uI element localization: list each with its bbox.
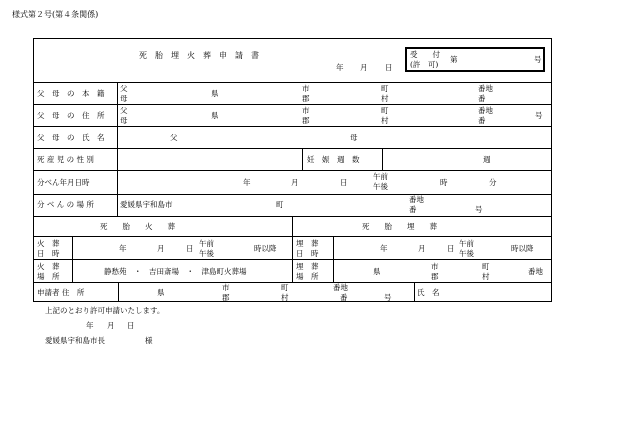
- bunben-ji: 時: [440, 178, 448, 187]
- permit-dai: 第: [450, 55, 458, 64]
- applicant-ban: 番: [340, 293, 348, 302]
- applicant-go: 号: [384, 293, 392, 302]
- honseki-label: 父 母 の 本 籍: [37, 89, 105, 98]
- bunben-fun: 分: [489, 178, 497, 187]
- honseki-ken: 県: [211, 89, 219, 98]
- bunben-basho-banchi: 番地: [409, 195, 424, 204]
- bunben-nichiji-label: 分べん年月日時: [37, 178, 90, 187]
- maiso-ken: 県: [373, 267, 381, 276]
- bunben-tsuki: 月: [291, 178, 299, 187]
- header-day: 日: [385, 63, 393, 72]
- ninshin-shu: 週: [483, 155, 491, 164]
- header-month: 月: [360, 63, 368, 72]
- footer-addressee: 愛媛県宇和島市長: [45, 336, 105, 345]
- maiso-hi: 日: [447, 244, 455, 253]
- maiso-basho-label-1: 埋 葬: [296, 262, 319, 271]
- kaso-basho-value: 静愁苑 ・ 吉田斎場 ・ 津島町火葬場: [104, 267, 247, 276]
- permit-go: 号: [534, 55, 542, 64]
- kaso-nichiji-label-2: 日 時: [37, 249, 60, 258]
- maiso-gun: 郡: [431, 272, 439, 281]
- maiso-shi: 市: [431, 262, 439, 271]
- honseki-mura: 村: [381, 94, 389, 103]
- honseki-gun: 郡: [302, 94, 310, 103]
- kaso-nichiji-label-1: 火 葬: [37, 239, 60, 248]
- seibetsu-label: 死 産 児 の 性 別: [37, 155, 94, 164]
- bunben-basho-label: 分 べ ん の 場 所: [37, 200, 94, 209]
- maiso-nen: 年: [380, 244, 388, 253]
- maiso-mura: 村: [482, 272, 490, 281]
- honseki-father: 父: [120, 84, 128, 93]
- maiso-banchi: 番地: [528, 267, 543, 276]
- header-year: 年: [336, 63, 344, 72]
- footer-month: 月: [107, 321, 115, 330]
- maiso-gogo: 午後: [459, 249, 474, 258]
- jusho-machi: 町: [381, 106, 389, 115]
- honseki-ban: 番: [478, 94, 486, 103]
- applicant-machi: 町: [281, 283, 289, 292]
- permit-kyoka: (許 可): [410, 60, 439, 69]
- jusho-mura: 村: [381, 116, 389, 125]
- maiso-machi: 町: [482, 262, 490, 271]
- applicant-label: 申請者 住 所: [37, 288, 85, 297]
- maiso-tsuki: 月: [418, 244, 426, 253]
- jusho-ban: 番: [478, 116, 486, 125]
- permit-uketsuke: 受 付: [410, 50, 440, 59]
- document-title: 死 胎 埋 火 葬 申 請 書: [139, 51, 259, 60]
- bunben-hi: 日: [340, 178, 348, 187]
- maiso-nichiji-label-1: 埋 葬: [296, 239, 319, 248]
- jusho-mother: 母: [120, 116, 128, 125]
- kaso-ji-ikou: 時以降: [254, 244, 277, 253]
- applicant-name-label: 氏 名: [417, 288, 440, 297]
- maiso-ji-ikou: 時以降: [511, 244, 534, 253]
- honseki-mother: 母: [120, 94, 128, 103]
- kaso-basho-label-1: 火 葬: [37, 262, 60, 271]
- form-number-label: 様式第２号(第４条関係): [12, 10, 99, 19]
- jusho-gun: 郡: [302, 116, 310, 125]
- bunben-basho-go: 号: [475, 205, 483, 214]
- kaso-gozen: 午前: [199, 239, 214, 248]
- maiso-basho-label-2: 場 所: [296, 272, 319, 281]
- honseki-banchi: 番地: [478, 84, 493, 93]
- bunben-basho-machi: 町: [276, 200, 284, 209]
- bunben-gozen: 午前: [373, 172, 388, 181]
- shimei-label: 父 母 の 氏 名: [37, 133, 105, 142]
- honseki-shi: 市: [302, 84, 310, 93]
- bunben-gogo: 午後: [373, 182, 388, 191]
- kaso-nen: 年: [119, 244, 127, 253]
- shimei-father: 父: [170, 133, 178, 142]
- honseki-machi: 町: [381, 84, 389, 93]
- kaso-gogo: 午後: [199, 249, 214, 258]
- applicant-mura: 村: [281, 293, 289, 302]
- footer-day: 日: [127, 321, 135, 330]
- jusho-shi: 市: [302, 106, 310, 115]
- bunben-basho-prefix: 愛媛県宇和島市: [120, 200, 173, 209]
- jusho-label: 父 母 の 住 所: [37, 111, 105, 120]
- ninshin-label: 妊 娠 週 数: [307, 155, 360, 164]
- applicant-ken: 県: [157, 288, 165, 297]
- jusho-go: 号: [535, 111, 543, 120]
- kaso-basho-label-2: 場 所: [37, 272, 60, 281]
- jusho-father: 父: [120, 106, 128, 115]
- applicant-gun: 郡: [222, 293, 230, 302]
- bunben-nen: 年: [243, 178, 251, 187]
- maiso-header: 死 胎 埋 葬: [362, 222, 437, 231]
- jusho-ken: 県: [211, 111, 219, 120]
- kaso-header: 死 胎 火 葬: [100, 222, 175, 231]
- applicant-banchi: 番地: [333, 283, 348, 292]
- applicant-shi: 市: [222, 283, 230, 292]
- footer-sama: 様: [145, 336, 153, 345]
- shimei-mother: 母: [350, 133, 358, 142]
- bunben-basho-ban: 番: [409, 205, 417, 214]
- jusho-banchi: 番地: [478, 106, 493, 115]
- maiso-nichiji-label-2: 日 時: [296, 249, 319, 258]
- footer-statement: 上記のとおり許可申請いたします。: [45, 306, 165, 315]
- maiso-gozen: 午前: [459, 239, 474, 248]
- kaso-tsuki: 月: [157, 244, 165, 253]
- kaso-hi: 日: [186, 244, 194, 253]
- footer-year: 年: [86, 321, 94, 330]
